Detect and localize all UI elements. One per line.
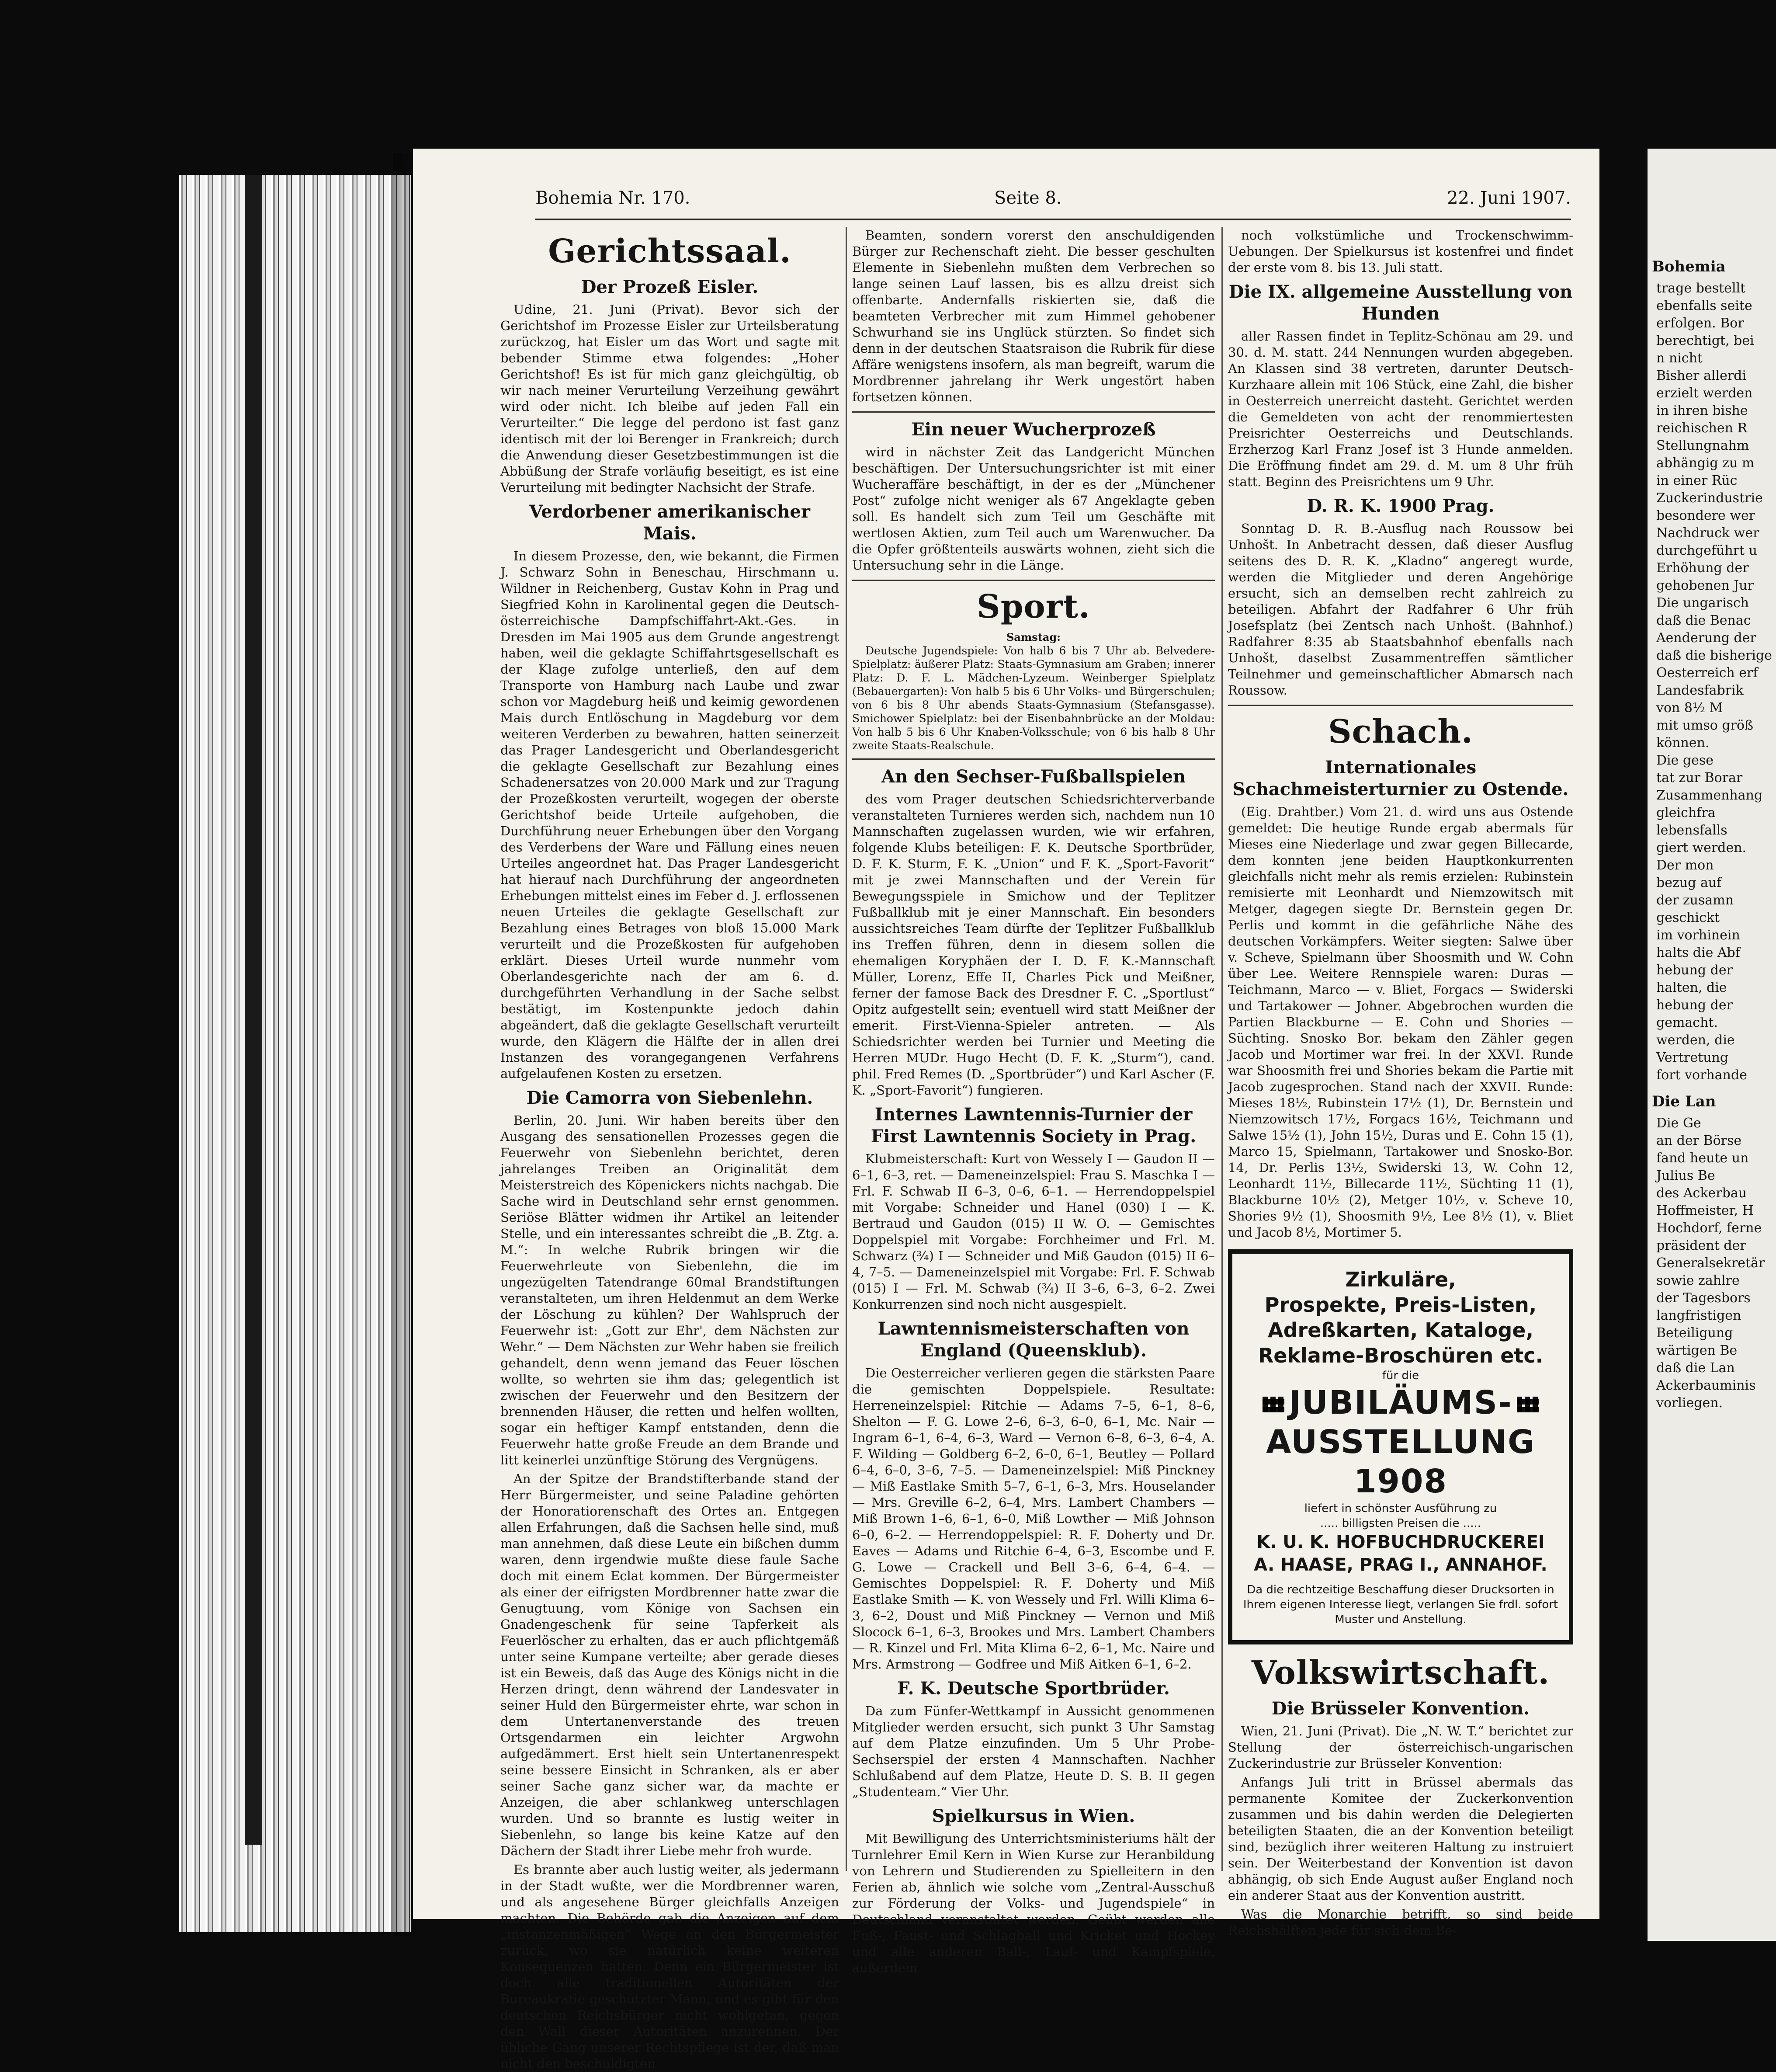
adjacent-text-line: sowie zahlre	[1656, 1273, 1740, 1288]
adjacent-text-line: bezug auf	[1656, 875, 1722, 890]
divider	[852, 411, 1215, 413]
adjacent-text-line: besondere wer	[1656, 508, 1755, 523]
adjacent-text-line: Bisher allerdi	[1656, 368, 1746, 383]
article-title: Spielkursus in Wien.	[932, 1806, 1135, 1826]
article-paragraph: Anfangs Juli tritt in Brüssel abermals das permanente Komitee der Zuckerkonvention zusammen und bis dahin werden die Delegierten beteiligten Staaten, die an der Konvention beteiligt sind, bezüglich ihrer weiteren Haltung zu instruiert sein. Der Weiterbestand der Konvention ist davon abhängig, ob sich Ende August außer England noch ein anderer Staat aus der Konvention austritt.	[1228, 1775, 1573, 1903]
article-paragraph: In diesem Prozesse, den, wie bekannt, die Firmen J. Schwarz Sohn in Beneschau, Hirschmann u. Wildner in Reichenberg, Gustav Kohn in Prag und Siegfried Kohn in Karolinental gegen die Deutsch-österreichische Dampfschiffahrt-Akt.-Ges. in Dresden im Mai 1905 aus dem Grunde angestrengt haben, weil die geklagte Schiffahrtsgesellschaft es der Klage zufolge unterließ, den auf dem Transporte von Hamburg nach Laube und zwar schon vor Magdeburg heiß und keimig gewordenen Mais durch Entlöschung in Magdeburg vor dem weiteren Verderben zu bewahren, hatten seinerzeit das Prager Landesgericht und Oberlandesgericht die geklagte Gesellschaft zur Bezahlung eines Schadenersatzes von 20.000 Mark und zur Tragung der Prozeßkosten verurteilt, wogegen der oberste Gerichtshof beide Urteile aufgehoben, die Durchführung neuer Erhebungen über den Vorgang des Verderbens der Ware und Fällung eines neuen Urteiles angeordnet hat. Das Prager Landesgericht hat hierauf nach Durchführung der angeordneten Erhebungen mittelst eines im Feber d. J. erflossenen neuen Urteiles die geklagte Gesellschaft zur Bezahlung eines Betrages von bloß 15.000 Mark verurteilt und die Prozeßkosten für aufgehoben erklärt. Dieses Urteil wurde nunmehr vom Oberlandesgerichte nach der am 6. d. durchgeführten Verhandlung in der Sache selbst bestätigt, im Kostenpunkte jedoch dahin abgeändert, daß die geklagte Gesellschaft verurteilt wurde, den Klägern die Hälfte der in allen drei Instanzen des vorangegangenen Verfahrens aufgelaufenen Kosten zu ersetzen.	[500, 549, 839, 1081]
adjacent-text-line: Die Ge	[1656, 1116, 1701, 1131]
adjacent-text-line: der zusamn	[1656, 893, 1734, 908]
adjacent-text-line: Nachdruck wer	[1656, 525, 1759, 541]
adjacent-text-line: langfristigen	[1656, 1308, 1741, 1323]
section-title-gerichtssaal: Gerichtssaal.	[548, 233, 791, 270]
ad-line: liefert in schönster Ausführung zu	[1304, 1502, 1497, 1515]
article-paragraph: Sonntag D. R. B.-Ausflug nach Roussow bei Unhošt. In Anbetracht dessen, daß dieser Ausflug seitens des D. R. K. „Kladno“ angeregt wurde, werden die Mitglieder und deren Angehörige ersucht, sich an demselben recht zahlreich zu beteiligen. Abfahrt der Radfahrer 6 Uhr früh Josefsplatz (bei Zentsch nach Unhošt. (Bahnhof.) Radfahrer 8:35 ab Staatsbahnhof ebenfalls nach Unhošt, daselbst Zusammentreffen sämtlicher Teilnehmer und gemeinschaftlicher Abmarsch nach Roussow.	[1228, 521, 1573, 698]
newspaper-page	[413, 149, 1599, 2071]
ad-line: Zirkuläre,	[1345, 1268, 1456, 1291]
binding-shadow	[245, 175, 262, 1845]
ad-line: ..... billigsten Preisen die .....	[1320, 1517, 1481, 1530]
column-rule	[1221, 227, 1223, 1871]
ad-line: Reklame-Broschüren etc.	[1258, 1344, 1544, 1367]
adjacent-text-line: durchgeführt u	[1656, 543, 1757, 558]
column-3	[1228, 227, 1573, 1938]
divider	[1228, 705, 1573, 706]
ad-footer: Da die rechtzeitige Beschaffung dieser Drucksorten in Ihrem eigenen Interesse liegt, verlangen Sie frdl. sofort Muster und Anstellung.	[1243, 1583, 1558, 1626]
adjacent-text-line: in ihren bishe	[1656, 403, 1748, 418]
adjacent-text-line: präsident der	[1656, 1238, 1746, 1253]
adjacent-text-line: hebung der	[1656, 963, 1733, 978]
article-paragraph: aller Rassen findet in Teplitz-Schönau am 29. und 30. d. M. statt. 244 Nennungen wurden abgegeben. An Klassen sind 38 vertreten, darunter Deutsch-Kurzhaare allein mit 106 Stück, eine Zahl, die bisher in Oesterreich unerreicht dasteht. Gerichtet werden die Gemeldeten von acht der renommiertesten Preisrichter Oesterreichs und Deutschlands. Erzherzog Karl Franz Josef ist 3 Hunde anmelden. Die Eröffnung findet am 29. d. M. um 8 Uhr früh statt. Beginn des Preisrichtens um 9 Uhr.	[1228, 329, 1573, 489]
adjacent-text-line: in einer Rüc	[1656, 473, 1738, 488]
article-paragraph: Beamten, sondern vorerst den anschuldigenden Bürger zur Rechenschaft zieht. Die besser geschulten Elemente in Siebenlehn mußten dem Verbrechen so lange seinen Lauf lassen, bis es allzu dreist sich offenbarte. Andernfalls riskierten sie, daß die beamteten Verbrecher mit zum Himmel gehobener Schwurhand sie ins Unglück stürzten. So findet sich denn in der deutschen Staatsraison die Rubrik für diese Affäre wenigstens insofern, als man begreift, warum die Mordbrenner jahrelang ihr Werk ungestört haben fortsetzen können.	[852, 228, 1215, 404]
article-title: Internes Lawntennis-Turnier der First Lawntennis Society in Prag.	[871, 1104, 1197, 1147]
adjacent-text	[1648, 1115, 1776, 1412]
article-paragraph: Deutsche Jugendspiele: Von halb 6 bis 7 Uhr ab. Belvedere-Spielplatz: äußerer Platz: Staats-Gymnasium am Graben; innerer Platz: D. F. L. Mädchen-Lyzeum. Weinberger Spielplatz (Bebauergarten): Von halb 5 bis 6 Uhr Volks- und Bürgerschulen; von 6 bis 8 Uhr abends Staats-Gymnasium (Stefansgasse). Smichower Spielplatz: bei der Eisenbahnbrücke an der Moldau: Von halb 5 bis 6 Uhr Knaben-Volksschule; von 6 bis halb 8 Uhr zweite Staats-Realschule.	[852, 644, 1215, 752]
ad-headline	[1241, 1383, 1560, 1422]
article-paragraph: Es brannte aber auch lustig weiter, als jedermann in der Stadt wußte, wer die Mordbrenner waren, und als angesehene Bürger gleichfalls Anzeigen machten. Die Behörde gab die Anzeigen auf dem „instanzenmäßigen“ Wege an den Bürgermeister zurück, wo sie natürlich keine weiteren Konsequenzen hatten. Denn ein Bürgermeister ist doch alle traditionellen Autoritäten der Bureaukratie geschützter Mann, und es gibt für den deutschen Reichsbürger nicht wohlgetan, gegen den Wall dieser Autoritäten anzurennen. Der übliche Gang unserer Rechtspflege ist der, daß man nicht den beschuldigten	[500, 1862, 839, 2071]
adjacent-text-line: gehobenen Jur	[1656, 578, 1754, 593]
header-publication: Bohemia Nr. 170.	[535, 188, 690, 208]
ad-jubilee: JUBILÄUMS-	[1289, 1384, 1512, 1422]
adjacent-text-line: giert werden.	[1656, 840, 1747, 855]
book-binding-edge	[179, 175, 411, 1932]
section-title-sport: Sport.	[977, 588, 1090, 626]
adjacent-text-line: erfolgen. Bor	[1656, 316, 1744, 331]
adjacent-text-line: Vertretung	[1656, 1050, 1729, 1065]
adjacent-text-line: ebenfalls seite	[1656, 298, 1752, 313]
adjacent-text-line: daß die Benac	[1656, 613, 1751, 628]
adjacent-text-line: hebung der	[1656, 998, 1733, 1013]
adjacent-text-line: Generalsekretär	[1656, 1255, 1765, 1271]
column-2	[852, 227, 1215, 1975]
ad-line: Prospekte, Preis-Listen,	[1264, 1293, 1537, 1317]
divider	[852, 758, 1215, 760]
article-title: F. K. Deutsche Sportbrüder.	[897, 1678, 1170, 1699]
advertisement	[1228, 1249, 1573, 1644]
adjacent-text-line: Hoffmeister, H	[1656, 1203, 1754, 1218]
article-paragraph: Udine, 21. Juni (Privat). Bevor sich der Gerichtshof im Prozesse Eisler zur Urteilsberatung zurückzog, hat Eisler um das Wort und sagte mit bebender Stimme etwa folgendes: „Hoher Gerichtshof! Es ist für mich ganz gleichgültig, ob wir nach meiner Verurteilung Verzeihung gewährt wird oder nicht. Ich bleibe auf jeden Fall ein Verurteilter.“ Die legge del perdono ist fast ganz identisch mit der loi Berenger in Frankreich; durch die Anwendung dieser Gesetzbestimmungen ist die Abbüßung der Strafe vorläufig beseitigt, es ist eine Verurteilung mit bedingter Nachsicht der Strafe.	[500, 302, 839, 495]
article-title: Verdorbener amerikanischer Mais.	[529, 501, 810, 544]
adjacent-text-line: reichischen R	[1656, 421, 1748, 436]
section-title-volkswirtschaft: Volkswirtschaft.	[1251, 1654, 1550, 1692]
adjacent-text-line: Beteiligung	[1656, 1325, 1733, 1341]
article-title: Lawntennismeisterschaften von England (Queensklub).	[878, 1318, 1190, 1361]
adjacent-text-line: halten, die	[1656, 980, 1727, 995]
adjacent-page	[1648, 149, 1776, 1941]
adjacent-text-line: Stellungnahm	[1656, 438, 1749, 453]
adjacent-text-line: geschickt	[1656, 910, 1720, 925]
adjacent-text-line: mit umso größ	[1656, 718, 1754, 733]
adjacent-text-line: halts die Abf	[1656, 945, 1740, 960]
adjacent-text-line: trage bestellt	[1656, 281, 1746, 296]
header-date: 22. Juni 1907.	[1447, 188, 1571, 208]
adjacent-text-line: des Ackerbau	[1656, 1185, 1747, 1201]
adjacent-text-line: lebensfalls	[1656, 823, 1727, 838]
adjacent-text-line: daß die Lan	[1656, 1360, 1735, 1376]
adjacent-text-line: wärtigen Be	[1656, 1343, 1738, 1358]
article-paragraph: Was die Monarchie betrifft, so sind beide Reichshälften jede für sich dem Be-	[1228, 1907, 1573, 1938]
adjacent-masthead: Bohemia	[1652, 258, 1726, 275]
adjacent-text-line: Landesfabrik	[1656, 683, 1744, 698]
adjacent-text-line: abhängig zu m	[1656, 455, 1755, 471]
adjacent-text-line: Die gese	[1656, 753, 1714, 768]
article-title: Der Prozeß Eisler.	[581, 277, 759, 297]
column-1	[500, 227, 839, 2071]
article-paragraph: An der Spitze der Brandstifterbande stand der Herr Bürgermeister, und seine Paladine gehörten der Honoratiorenschaft des Ortes an. Entgegen allen Erfahrungen, daß die Sachsen helle sind, muß man annehmen, daß diese Leute ein bißchen dumm waren, denn irgendwie mußte diese faule Sache doch mit einem Eclat kommen. Der Bürgermeister als einer der eifrigsten Mordbrenner hatte zwar die Genugtuung, vom Könige von Sachsen ein Gnadengeschenk für seine Tapferkeit als Feuerlöscher zu erhalten, das er auch pflichtgemäß unter seine Kumpane verteilte; aber gerade dieses ist ein Beweis, daß das Auge des Königs nicht in die Herzen dringt, denn während der Landesvater in seiner Huld den Bürgermeister ehrte, war schon in dem Untertanenverstande des treuen Ortsgendarmen ein leichter Argwohn aufgedämmert. Erst hielt sein Untertanenrespekt seine bessere Einsicht in Schranken, als er aber seiner Sache ganz sicher war, da machte er Anzeigen, die aber schlankweg unterschlagen wurden. Und so brannte es lustig weiter in Siebenlehn, so lange bis keine Katze auf den Dächern der Stadt ihrer Liebe mehr froh wurde.	[500, 1471, 839, 1858]
adjacent-text-line: fand heute un	[1656, 1151, 1749, 1166]
article-title: An den Sechser-Fußballspielen	[881, 766, 1186, 787]
article-title: Die Brüsseler Konvention.	[1271, 1698, 1530, 1719]
ad-line: für die	[1382, 1369, 1419, 1382]
adjacent-text-line: Der mon	[1656, 858, 1714, 873]
ad-firm: K. U. K. HOFBUCHDRUCKEREI	[1256, 1532, 1545, 1552]
adjacent-text-line: Oesterreich erf	[1656, 665, 1758, 681]
article-paragraph: Berlin, 20. Juni. Wir haben bereits über den Ausgang des sensationellen Prozesses gegen die Feuerwehr von Siebenlehn berichtet, deren jahrelanges Treiben an Originalität dem Meisterstreich des Köpenickers nichts nachgab. Die Sache wird in Deutschland sehr ernst genommen. Seriöse Blätter widmen ihr Artikel an leitender Stelle, und ein interessantes schreibt die „B. Ztg. a. M.“: In welche Rubrik bringen wir die Feuerwehrleute von Siebenlehn, die im ungezügelten Tatendrange 60mal Brandstiftungen veranstalteten, um ihren Heldenmut an dem Werke der Löschung zu kühlen? Der Wahlspruch der Feuerwehr ist: „Gott zur Ehr', dem Nächsten zur Wehr.“ — Dem Nächsten zur Wehr haben sie freilich gehandelt, denn wenn jemand das Feuer löschen wollte, so wehrten sie ihm das; gelegentlich ist zwischen der Feuerwehr und den Besitzern der brennenden Häuser, die retten und helfen wollten, sogar ein heftiger Kampf entstanden, denn die Feuerwehr hatte große Freude an dem Brande und litt keinerlei unzünftige Störung des Vergnügens.	[500, 1113, 839, 1467]
subheading: Samstag:	[1006, 631, 1061, 643]
adjacent-text-line: im vorhinein	[1656, 928, 1740, 943]
adjacent-text-line: Zuckerindustrie	[1656, 490, 1763, 506]
article-paragraph: wird in nächster Zeit das Landgericht München beschäftigen. Der Untersuchungsrichter ist mit einer Wucheraffäre beschäftigt, in der es der „Münchener Post“ zufolge nicht weniger als 67 Angeklagte geben soll. Es handelt sich zum Teil um Geschäfte mit wertlosen Aktien, zum Teil auch um Warenwucher. Da die Opfer größtenteils auswärts wohnen, zieht sich die Untersuchung sehr in die Länge.	[852, 445, 1215, 573]
article-title: Die Camorra von Siebenlehn.	[526, 1088, 813, 1108]
adjacent-text-line: erzielt werden	[1656, 386, 1753, 401]
article-title: Die IX. allgemeine Ausstellung von Hunden	[1228, 282, 1573, 324]
article-paragraph: Klubmeisterschaft: Kurt von Wessely I — Gaudon II — 6–1, 6–3, ret. — Dameneinzelspiel: Frau S. Maschka I — Frl. F. Schwab II 6–3, 0–6, 6–1. — Herrendoppelspiel mit Vorgabe: Schneider und Hanel (030) I — K. Bertraud und Gaudon (015) II W. O. — Gemischtes Doppelspiel mit Vorgabe: Forchheimer und Frl. M. Schwarz (¾) I — Schneider und Miß Gaudon (015) II 6–4, 7–5. — Dameneinzelspiel mit Vorgabe: Frl. F. Schwab (015) I — Frl. M. Schwab (¾) II 3–6, 6–3, 6–2. Zwei Konkurrenzen sind noch nicht ausgespielt.	[852, 1151, 1215, 1312]
article-title: Internationales Schachmeisterturnier zu Ostende.	[1232, 757, 1569, 800]
adjacent-text-line: der Tagesbors	[1656, 1290, 1751, 1306]
adjacent-text-line: fort vorhande	[1656, 1067, 1747, 1083]
adjacent-text-line: daß die bisherige	[1656, 648, 1772, 663]
adjacent-text-line: gleichfra	[1656, 805, 1716, 820]
article-paragraph: Die Oesterreicher verlieren gegen die stärksten Paare die gemischten Doppelspiele. Resultate: Herreneinzelspiel: Ritchie — Adams 7–5, 6–1, 8–6, Shelton — F. G. Lowe 2–6, 6–3, 6–0, 6–1, Mc. Nair — Ingram 6–1, 6–4, 6–3, Ward — Vernon 6–8, 6–3, 6–4, A. F. Wilding — Goldberg 6–2, 6–0, 6–1, Beutley — Pollard 6–4, 6–0, 3–6, 7–5. — Dameneinzelspiel: Miß Pinckney — Miß Eastlake Smith 5–7, 6–1, 6–3, Mrs. Houselander — Mrs. Greville 6–2, 6–4, Mrs. Lambert Chambers — Miß Brown 1–6, 6–1, 6–0, Miß Lowther — Miß Johnson 6–0, 6–2. — Herrendoppelspiel: R. F. Doherty und Dr. Eaves — Adams und Ritchie 6–4, 6–3, Escombe und F. G. Lowe — Crackell und Bell 3–6, 6–4, 6–4. — Gemischtes Doppelspiel: R. F. Doherty und Miß Eastlake Smith — K. von Wessely und Frl. Willi Klima 6–3, 6–2, Doust und Miß Pinckney — Vernon und Miß Slocock 6–1, 6–3, Brookes und Mrs. Lambert Chambers — R. Kinzel und Frl. Mita Klima 6–2, 6–1, Mc. Naire und Mrs. Armstrong — Godfree und Miß Aitken 6–1, 6–2.	[852, 1366, 1215, 1672]
adjacent-heading: Die Lan	[1652, 1093, 1716, 1110]
article-title: Ein neuer Wucherprozeß	[911, 419, 1156, 440]
adjacent-text-line: an der Börse	[1656, 1133, 1742, 1148]
article-paragraph: noch volkstümliche und Trockenschwimm-Uebungen. Der Spielkursus ist kostenfrei und findet der erste vom 8. bis 13. Juli statt.	[1228, 228, 1573, 275]
adjacent-text-line: können.	[1656, 735, 1710, 751]
adjacent-text	[1648, 280, 1776, 1084]
ad-firm: A. HAASE, PRAG I., ANNAHOF.	[1254, 1555, 1547, 1575]
adjacent-text-line: Die ungarisch	[1656, 595, 1749, 611]
adjacent-text-line: tat zur Borar	[1656, 770, 1743, 786]
adjacent-text-line: Julius Be	[1656, 1168, 1715, 1183]
adjacent-text-line: vorliegen.	[1656, 1395, 1723, 1411]
adjacent-text-line: n nicht	[1656, 351, 1703, 366]
divider	[852, 580, 1215, 581]
ornament-icon	[1263, 1397, 1284, 1412]
adjacent-text-line: werden, die	[1656, 1033, 1735, 1048]
header-page-number: Seite 8.	[994, 188, 1062, 208]
article-paragraph: Da zum Fünfer-Wettkampf in Aussicht genommenen Mitglieder werden ersucht, sich punkt 3 Uhr Samstag auf dem Platze einzufinden. Um 5 Uhr Probe-Sechserspiel der ersten 4 Mannschaften. Nachher Schlußabend auf dem Platze, Heute D. S. B. II gegen „Studenteam.“ Vier Uhr.	[852, 1703, 1215, 1799]
ad-line: Adreßkarten, Kataloge,	[1268, 1318, 1533, 1342]
adjacent-text-line: Aenderung der	[1656, 630, 1756, 646]
adjacent-text-line: berechtigt, bei	[1656, 333, 1754, 348]
page-header	[535, 184, 1571, 220]
adjacent-text-line: Erhöhung der	[1656, 560, 1749, 576]
column-rule	[846, 227, 847, 1871]
article-paragraph: (Eig. Drahtber.) Vom 21. d. wird uns aus Ostende gemeldet: Die heutige Runde ergab abermals für Mieses eine Niederlage und zwar gegen Billecarde, dem konnten jene beiden Hauptkonkurrenten gleichfalls nicht mehr als remis erzielen: Rubinstein remisierte mit Leonhardt und Niemzowitsch mit Metger, dagegen siegte Dr. Bernstein gegen Dr. Perlis und kommt in die gefährliche Nähe des deutschen Vorkämpfers. Weiter siegten: Salwe über v. Scheve, Spielmann über Shoosmith und W. Cohn über Lee. Weitere Rennspiele waren: Duras — Teichmann, Marco — v. Bliet, Forgacs — Swiderski und Tartakower — Johner. Abgebrochen wurden die Partien Blackburne — E. Cohn und Shories — Süchting. Snosko Bor. bekam den Zähler gegen Jacob und Mortimer war frei. In der XXVI. Runde war Shoosmith frei und Shories bekam die Partie mit Jacob zugesprochen. Stand nach der XXVII. Runde: Mieses 18½, Rubinstein 17½ (1), Dr. Bernstein und Niemzowitsch 17½, Forgacs 16½, Teichmann und Salwe 15½ (1), John 15½, Duras und E. Cohn 15 (1), Marco 15, Spielmann, Tartakower und Snosko-Bor. 14, Dr. Perlis 13½, Swiderski 13, W. Cohn 12, Leonhardt 11½, Billecarde 11½, Süchting 11 (1), Blackburne 10½ (2), Metger 10½, v. Scheve 10, Shories 9½ (1), Shoosmith 9½, Lee 8½ (1), v. Bliet und Jacob 8½, Mortimer 5.	[1228, 804, 1573, 1240]
adjacent-text-line: Hochdorf, ferne	[1656, 1220, 1762, 1236]
article-paragraph: des vom Prager deutschen Schiedsrichterverbande veranstalteten Turnieres werden sich, nachdem nun 10 Mannschaften zugelassen wurden, wie wir erfahren, folgende Klubs beteiligen: F. K. Deutsche Sportbrüder, D. F. K. Sturm, F. K. „Union“ und F. K. „Sport-Favorit“ mit je zwei Mannschaften und der Verein für Bewegungsspiele in Smichow und der Teplitzer Fußballklub mit je einer Mannschaft. Ein besonders aussichtsreiches Team dürfte der Teplitzer Fußballklub ins Treffen führen, denn in diesem sollen die ehemaligen Koryphäen der I. D. F. K.-Mannschaft Müller, Lorenz, Effe II, Charles Pick und Meißner, ferner der famose Back des Dresdner F. C. „Sportlust“ Opitz aufgestellt sein; eventuell wird statt Meißner der emerit. First-Vienna-Spieler antreten. — Als Schiedsrichter werden bei Turnier und Meeting die Herren MUDr. Hugo Hecht (D. F. K. „Sturm“), cand. phil. Fred Remes (D. „Sportbrüder“) und Karl Ascher (F. K. „Sport-Favorit“) fungieren.	[852, 792, 1215, 1098]
adjacent-text-line: Ackerbauminis	[1656, 1378, 1756, 1393]
article-title: D. R. K. 1900 Prag.	[1307, 496, 1495, 516]
article-paragraph: Mit Bewilligung des Unterrichtsministeriums hält der Turnlehrer Emil Kern in Wien Kurse zur Heranbildung von Lehrern und Studierenden zu Spielleitern in den Ferien ab, ähnlich wie solche vom „Zentral-Ausschuß zur Förderung der Volks- und Jugendspiele“ in Deutschland veranstaltet werden. Geübt werden alle Fuß-, Faust- und Schlagball und Kricket und Hockey und alle anderen Ball-, Lauf- und Kampfspiele, außerdem	[852, 1831, 1215, 1975]
adjacent-text-line: von 8½ M	[1656, 700, 1723, 716]
section-title-schach: Schach.	[1328, 713, 1473, 751]
adjacent-text-line: Zusammenhang	[1656, 788, 1763, 803]
ornament-icon	[1517, 1397, 1539, 1412]
article-paragraph: Wien, 21. Juni (Privat). Die „N. W. T.“ berichtet zur Stellung der österreichisch-ungarischen Zuckerindustrie zur Brüsseler Konvention:	[1228, 1724, 1573, 1771]
ad-headline: AUSSTELLUNG 1908	[1266, 1423, 1535, 1500]
adjacent-text-line: gemacht.	[1656, 1015, 1718, 1030]
